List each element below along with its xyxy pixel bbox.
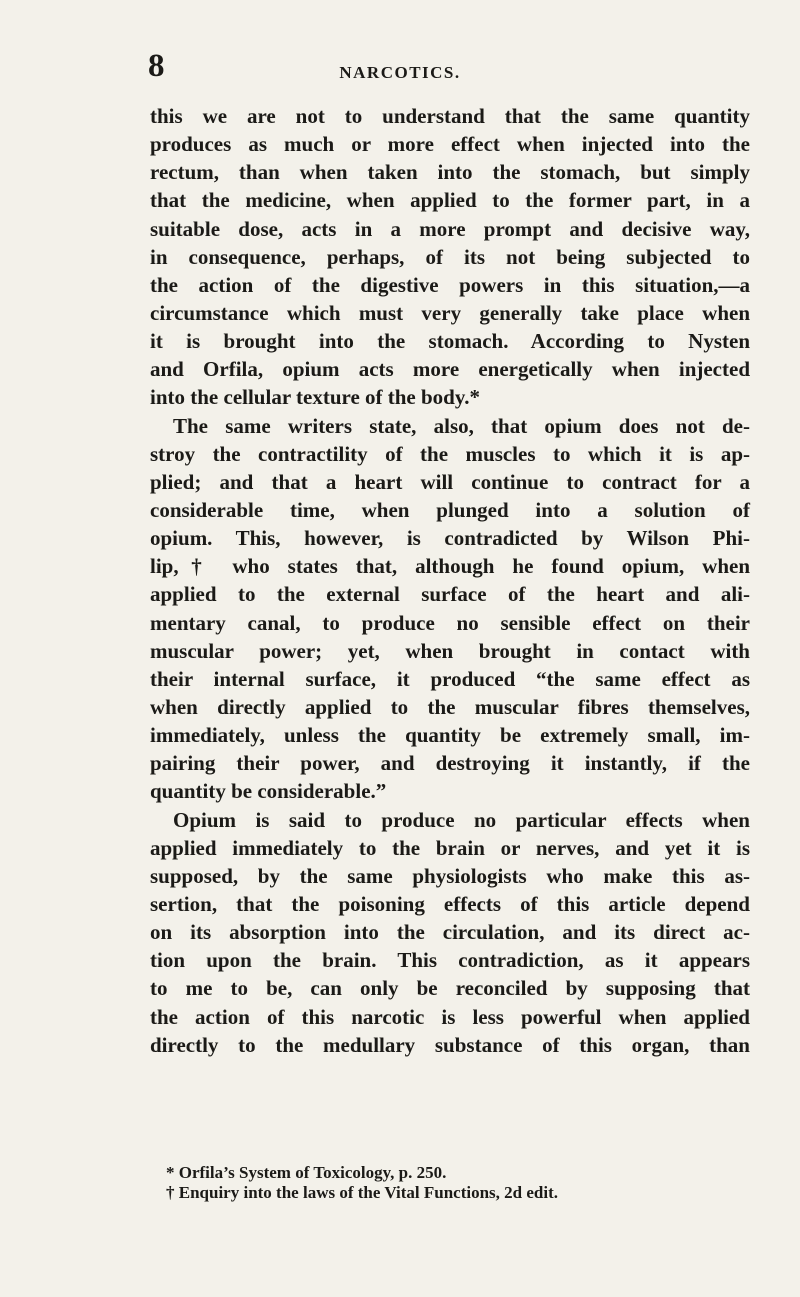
text-line: into the cellular texture of the body.* xyxy=(150,385,480,410)
text-line: quantity be considerable.” xyxy=(150,779,387,804)
text-line: when directly applied to the muscular fibres themselves, xyxy=(150,694,750,719)
text-line: it is brought into the stomach. According to Nysten xyxy=(150,329,750,354)
text-line: directly to the medullary substance of this organ, than xyxy=(150,1032,750,1057)
footnotes xyxy=(166,1163,766,1203)
text-line: that the medicine, when applied to the former part, in a xyxy=(150,188,750,213)
text-line: opium. This, however, is contradicted by Wilson Phi- xyxy=(150,526,750,551)
text-line: muscular power; yet, when brought in contact with xyxy=(150,638,750,663)
footnote: † Enquiry into the laws of the Vital Functions, 2d edit. xyxy=(166,1183,558,1202)
text-line: this we are not to understand that the same quantity xyxy=(150,104,750,128)
text-line: the action of the digestive powers in this situation,—a xyxy=(150,272,750,297)
text-line: sertion, that the poisoning effects of this article depend xyxy=(150,891,750,916)
text-line: Opium is said to produce no particular effects when xyxy=(173,807,750,832)
text-line: mentary canal, to produce no sensible effect on their xyxy=(150,610,750,635)
text-line: considerable time, when plunged into a solution of xyxy=(150,497,750,522)
text-line: plied; and that a heart will continue to contract for a xyxy=(150,469,750,494)
text-line: to me to be, can only be reconciled by supposing that xyxy=(150,976,750,1001)
text-line: in consequence, perhaps, of its not being subjected to xyxy=(150,244,750,269)
text-line: pairing their power, and destroying it instantly, if the xyxy=(150,751,750,776)
text-line: immediately, unless the quantity be extremely small, im- xyxy=(150,723,750,748)
text-line: circumstance which must very generally take place when xyxy=(150,300,750,325)
text-line: their internal surface, it produced “the same effect as xyxy=(150,666,750,691)
text-line: stroy the contractility of the muscles to which it is ap- xyxy=(150,441,750,466)
body-text xyxy=(150,102,750,1059)
text-line: the action of this narcotic is less powerful when applied xyxy=(150,1004,750,1029)
text-line: tion upon the brain. This contradiction, as it appears xyxy=(150,948,750,973)
text-line: The same writers state, also, that opium does not de- xyxy=(173,413,750,438)
text-line: suitable dose, acts in a more prompt and decisive way, xyxy=(150,216,750,241)
footnote: * Orfila’s System of Toxicology, p. 250. xyxy=(166,1163,447,1182)
text-line: on its absorption into the circulation, and its direct ac- xyxy=(150,920,750,945)
text-line: and Orfila, opium acts more energetically when injected xyxy=(150,357,750,382)
text-line: applied immediately to the brain or nerves, and yet it is xyxy=(150,835,750,860)
text-line: lip,† who states that, although he found opium, when xyxy=(150,554,750,579)
text-line: produces as much or more effect when injected into the xyxy=(150,132,750,157)
text-line: supposed, by the same physiologists who make this as- xyxy=(150,863,750,888)
page-number: 8 xyxy=(148,48,165,84)
text-line: rectum, than when taken into the stomach, but simply xyxy=(150,160,750,185)
running-head: NARCOTICS. xyxy=(339,63,461,82)
text-line: applied to the external surface of the heart and ali- xyxy=(150,582,750,607)
